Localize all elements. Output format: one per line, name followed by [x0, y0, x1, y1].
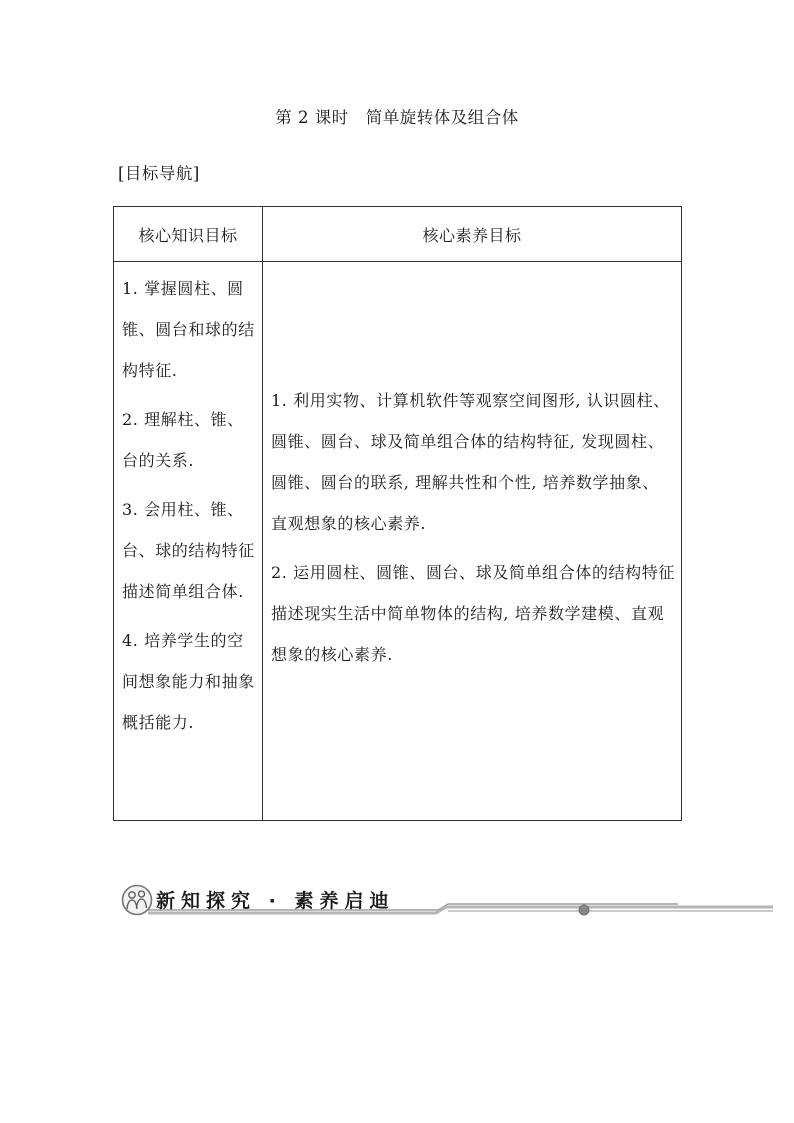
table-header-row — [114, 207, 682, 262]
goals-table — [113, 206, 682, 821]
header-knowledge-goals: 核心知识目标 — [114, 207, 263, 262]
table-body-row — [114, 262, 682, 821]
knowledge-goal-item: 3. 会用柱、锥、台、球的结构特征描述简单组合体. — [122, 500, 255, 601]
knowledge-goals-cell — [114, 262, 263, 821]
knowledge-goal-item: 1. 掌握圆柱、圆锥、圆台和球的结构特征. — [122, 279, 255, 380]
knowledge-goal-item: 4. 培养学生的空间想象能力和抽象概括能力. — [122, 631, 255, 732]
header-literacy-goals: 核心素养目标 — [263, 207, 682, 262]
people-group-icon — [120, 883, 154, 917]
literacy-goal-item: 1. 利用实物、计算机软件等观察空间图形, 认识圆柱、圆锥、圆台、球及简单组合体的结构特征, 发现圆柱、圆锥、圆台的联系, 理解共性和个性, 培养数学抽象、直观想象的核心素养. — [271, 391, 670, 533]
literacy-goal-item: 2. 运用圆柱、圆锥、圆台、球及简单组合体的结构特征描述现实生活中简单物体的结构, 培养数学建模、直观想象的核心素养. — [271, 563, 675, 664]
section-label-goal-navigation: [目标导航] — [118, 164, 200, 183]
lesson-title: 第 2 课时 简单旋转体及组合体 — [275, 108, 519, 127]
section-banner — [118, 880, 778, 920]
banner-title: 新知探究 · 素养启迪 — [156, 890, 395, 912]
knowledge-goal-item: 2. 理解柱、锥、台的关系. — [122, 410, 244, 470]
literacy-goals-cell — [263, 262, 682, 821]
